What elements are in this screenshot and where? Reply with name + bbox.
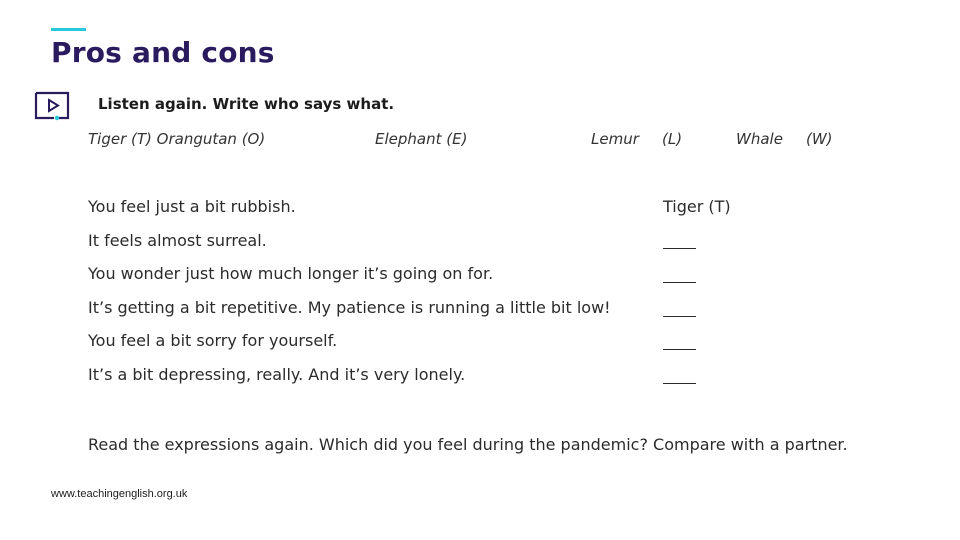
- answer-blank[interactable]: [663, 282, 696, 283]
- sentence-6: It’s a bit depressing, really. And it’s very lonely.: [88, 365, 466, 384]
- answer-blank[interactable]: [663, 383, 696, 384]
- footer-url: www.teachingenglish.org.uk: [51, 488, 188, 500]
- sentence-5: You feel a bit sorry for yourself.: [88, 331, 338, 350]
- speaker-elephant: Elephant (E): [375, 130, 468, 148]
- title-accent-bar: [51, 28, 86, 31]
- play-screen-icon: [34, 91, 72, 121]
- sentence-2: It feels almost surreal.: [88, 231, 267, 250]
- speaker-lemur-code: (L): [662, 130, 683, 148]
- answer-example: Tiger (T): [663, 197, 731, 216]
- speaker-lemur: Lemur: [591, 130, 639, 148]
- speaker-whale: Whale: [736, 130, 783, 148]
- answer-blank[interactable]: [663, 316, 696, 317]
- speaker-whale-code: (W): [806, 130, 833, 148]
- speaker-tiger-orangutan: Tiger (T) Orangutan (O): [88, 130, 266, 148]
- answer-blank[interactable]: [663, 248, 696, 249]
- closing-prompt: Read the expressions again. Which did you feel during the pandemic? Compare with a partner.: [88, 435, 848, 454]
- sentence-3: You wonder just how much longer it’s going on for.: [88, 264, 494, 283]
- page-title: Pros and cons: [51, 36, 275, 69]
- answer-blank[interactable]: [663, 349, 696, 350]
- sentence-1: You feel just a bit rubbish.: [88, 197, 296, 216]
- sentence-4: It’s getting a bit repetitive. My patience is running a little bit low!: [88, 298, 611, 317]
- instruction-text: Listen again. Write who says what.: [98, 95, 395, 113]
